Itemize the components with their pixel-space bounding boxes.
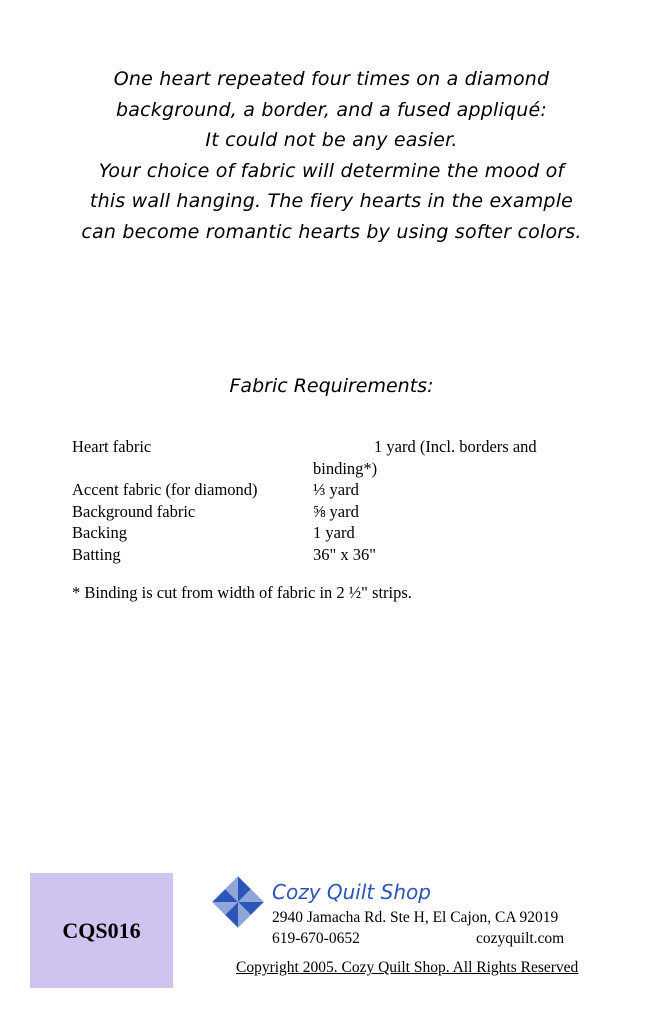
shop-phone: 619-670-0652 [272,930,360,947]
binding-footnote: * Binding is cut from width of fabric in 2 ½" strips. [72,583,412,602]
intro-line: can become romantic hearts by using softer colors. [81,220,582,243]
pattern-code-box [30,873,173,988]
requirement-item: Background fabric [72,501,196,521]
requirement-row-continuation [72,458,592,480]
shop-address: 2940 Jamacha Rd. Ste H, El Cajon, CA 92019 [272,909,559,926]
requirement-quantity: ⅝ yard [313,501,359,521]
intro-line: this wall hanging. The fiery hearts in the example [89,190,574,212]
requirement-item: Heart fabric [72,437,152,456]
fabric-requirements-heading: Fabric Requirements: [229,375,434,397]
copyright-notice: Copyright 2005. Cozy Quilt Shop. All Rights Reserved [236,959,579,976]
intro-line: One heart repeated four times on a diamond [113,68,550,90]
intro-line: It could not be any easier. [205,129,458,151]
requirement-quantity: 36" x 36" [313,544,376,564]
intro-line: background, a border, and a fused appliqué: [116,98,547,121]
fabric-requirements-table [72,436,592,565]
intro-text [60,64,603,247]
requirement-quantity: 1 yard (Incl. borders and [374,437,537,456]
requirement-quantity: 1 yard [313,523,355,542]
quilt-block-pinwheel-icon [209,873,267,931]
requirement-row [72,522,592,544]
shop-website: cozyquilt.com [476,930,565,947]
requirement-item: Backing [72,523,127,542]
requirement-row [72,436,592,458]
intro-line: Your choice of fabric will determine the mood of [98,159,565,182]
requirement-quantity-continued: binding*) [313,458,378,478]
requirement-row [72,479,592,501]
pattern-code: CQS016 [62,917,141,943]
shop-name: Cozy Quilt Shop [272,880,431,904]
requirement-row [72,544,592,566]
requirement-row [72,501,592,523]
requirement-item: Accent fabric (for diamond) [72,480,258,499]
requirement-item: Batting [72,544,121,564]
requirement-quantity: ⅓ yard [313,480,359,499]
